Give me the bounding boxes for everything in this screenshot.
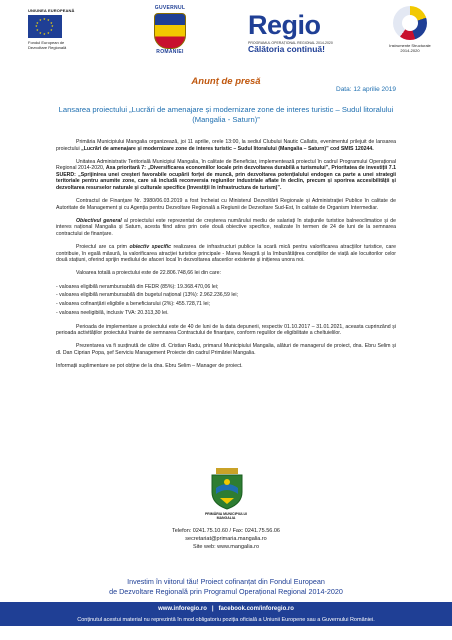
paragraph-2-text: Unitatea Administrativ Teritorială Municipiul Mangalia, în calitate de Beneficiar, implementează proiectul în cadrul Programului Operațional Regional 2014-2020, [56, 158, 396, 172]
link-facebook[interactable]: facebook.com/inforegio.ro [218, 606, 294, 612]
footer-disclaimer: Conținutul acestui material nu reprezintă în mod obligatoriu poziția oficială a Uniunii Europene sau a Guvernului României. [77, 617, 375, 623]
slogan-line-2: de Dezvoltare Regională prin Programul Operațional Regional 2014-2020 [109, 587, 343, 596]
contact-phone: Telefon: 0241.75.10.60 / Fax: 0241.75.56.06 [172, 528, 280, 534]
slogan-line-1: Investim în viitorul tău! Proiect cofinanțat din Fondul European [127, 577, 325, 586]
page-title: Anunț de presă [191, 76, 261, 87]
list-item: - valoarea eligibilă nerambursabilă din FEDR (85%): 19.368.470,06 lei; [56, 283, 219, 290]
paragraph-5-text-a: Proiectul are ca prim [76, 244, 130, 251]
paragraph-4-text: al proiectului este reprezentat de creșterea numărului mediu de salariați în stațiunile turistice balneoclimatice și de interes național Mangalia și Saturn, acesta fiind atins prin cele două obiective specifice, realizate în termen de 24 de luni de la semnarea contractului de finanțare. [56, 217, 396, 238]
contact-email[interactable]: secretariat@primaria.mangalia.ro [185, 536, 267, 542]
press-body [56, 139, 396, 376]
link-inforegio[interactable]: www.inforegio.ro [158, 606, 207, 612]
list-item: - valoarea neeligibilă, inclusiv TVA: 20.313,30 lei. [56, 310, 169, 317]
structural-instruments-logo [378, 6, 442, 53]
paragraph-4 [56, 218, 396, 238]
government-logo [144, 6, 196, 55]
contact-website[interactable]: Site web: www.mangalia.ro [192, 544, 260, 550]
paragraph-6: Valoarea totală a proiectului este de 22.806.748,66 lei din care: [76, 270, 221, 277]
municipality-line-2: MANGALIA [216, 516, 236, 521]
eu-subcaption-1: Fondul European de [28, 40, 65, 45]
priority-axis: Axa prioritară 7: „Diversificarea economiilor locale prin dezvoltarea durabilă a turismului”, Prioritatea de investiții 7.1 SUERD: „Sprijinirea unei creșteri favorabile ocupării forței de muncă, prin dezvoltarea potențialului endogen ca parte a unei strategii teritoriale pentru anumite zone, care să includă reconversia regiunilor industriale aflate în declin, precum și sporirea accesibilității și dezvoltarea resurselor naturale și culturale specifice (Investiții în infrastructura de turism)”. [56, 165, 396, 192]
mangalia-crest-icon [208, 468, 246, 510]
instruments-line-1: Instrumente Structurale [389, 43, 431, 48]
header-logos [0, 0, 452, 72]
instruments-circle-icon [393, 6, 427, 40]
list-item: - valoarea cofinanțării eligibile a beneficiarului (2%): 455.728,71 lei; [56, 301, 210, 308]
paragraph-8: Prezentarea va fi susținută de către dl. Cristian Radu, primarul Municipiului Mangalia, alături de managerul de proiect, dna. Ebru Selim și dl. Dan Ciprian Popa, șef Serviciu Management Proiecte din cadrul Primăriei Mangalia. [56, 343, 396, 356]
value-list [56, 284, 396, 318]
eu-logo [28, 8, 88, 50]
eu-flag-icon: ★ ★ ★ ★ ★ ★ ★ ★ ★ ★ ★ ★ [28, 15, 62, 38]
regio-wordmark: Regio [248, 10, 321, 40]
gov-caption-top: GUVERNUL [154, 5, 186, 11]
cofinancing-slogan [0, 577, 452, 597]
link-separator: | [211, 606, 214, 612]
romania-crest-icon [154, 13, 186, 49]
gov-caption-bottom: ROMÂNIEI [156, 49, 184, 55]
general-objective-label: Obiectivul general [76, 217, 122, 224]
footer-links [0, 606, 452, 612]
regio-program-line: PROGRAMUL OPERAȚIONAL REGIONAL 2014-2020 [248, 41, 333, 45]
regio-logo [248, 12, 358, 54]
press-date: Data: 12 aprilie 2019 [336, 86, 396, 93]
paragraph-1-text: Primăria Municipiului Mangalia organizează, joi 11 aprilie, orele 13:00, la sediul Clubului Nautic Callatis, evenimentul prilejuit de lansarea proiectului [56, 139, 396, 152]
municipality-name [0, 512, 452, 521]
press-subtitle: Lansarea proiectului „Lucrări de amenajare și modernizare zone de interes turistic – Sudul litoralului (Mangalia - Saturn)” [58, 105, 394, 124]
municipality-line-1: PRIMĂRIA MUNICIPIULUI [204, 512, 248, 516]
paragraph-7: Perioada de implementare a proiectului este de 40 de luni de la data depunerii, respectiv 01.10.2017 – 31.01.2021, aceasta cuprinzând și perioada activităților proiectului înainte de semnarea Contractului de finanțare, conform regulilor de eligibilitate a cheltuielilor. [56, 323, 396, 337]
list-item: - valoarea eligibilă nerambursabilă din bugetul național (13%): 2.962.236,59 lei; [56, 292, 238, 299]
paragraph-9: Informații suplimentare se pot obține de la dna. Ebru Selim – Manager de proiect. [56, 362, 243, 369]
eu-caption: UNIUNEA EUROPEANĂ [28, 8, 75, 13]
paragraph-2 [56, 159, 396, 192]
regio-tagline: Călătoria continuă! [248, 44, 325, 54]
paragraph-1 [56, 139, 396, 152]
paragraph-3: Contractul de Finanțare Nr. 3980/06.03.2019 a fost încheiat cu Ministerul Dezvoltării Regionale și Administrației Publice în calitate de Autoritate de Management și cu Agenția pentru Dezvoltare Regională a Regiunii de Dezvoltare Sud-Est, în calitate de Organism Intermediar. [56, 198, 396, 211]
eu-subcaption-2: Dezvoltare Regională [28, 45, 67, 50]
project-name: „Lucrări de amenajare și modernizare zone de interes turistic – Sudul litoralului (Mangalia – Saturn)” cod SMIS 120244. [81, 145, 374, 152]
paragraph-5 [56, 244, 396, 264]
contact-block [0, 527, 452, 551]
instruments-line-2: 2014-2020 [400, 48, 420, 53]
paragraph-5-text-c: realizarea de infrastructuri publice la scară mică pentru valorificarea atracțiilor turistice, care contribuie, în egală măsură, la valorificarea atracției turistice principale - Marea Neagră și la îmbunătățirea condițiilor de viață ale locuitorilor celor două stațiuni, oferind sprijin mediului de afaceri local în dezvoltarea afacerilor existente și inițierea unora noi. [56, 244, 396, 264]
specific-objective-label: obiectiv specific [129, 244, 171, 251]
